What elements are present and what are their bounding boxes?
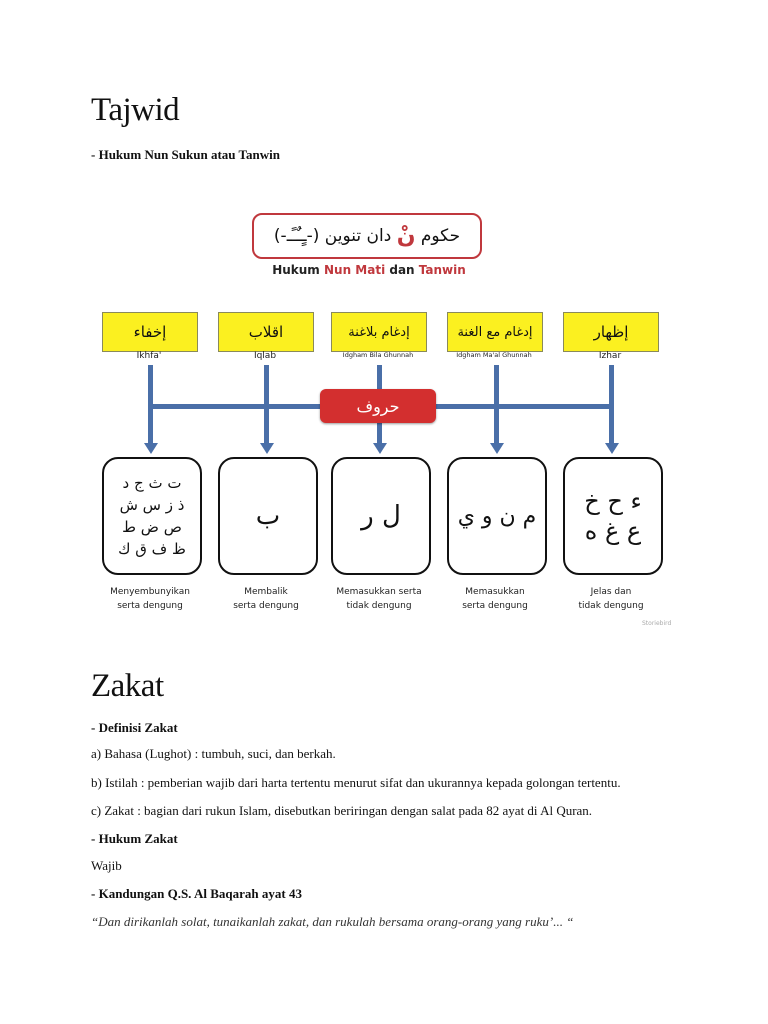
huruf-box: حروف [320,389,436,423]
tajwid-subtitle: - Hukum Nun Sukun atau Tanwin [91,147,280,162]
desc-ikhfa: Menyembunyikan serta dengung [110,587,190,611]
arrow-down-icon [373,443,387,454]
rule-box-ikhfa: إخفاء [102,312,198,352]
letters-box-ikhfa: ت ث ج د ذ ز س ش ص ض ط ظ ف ق ك [102,457,202,575]
letters-box-idgham-maal-ghunnah: م ن و ي [447,457,547,575]
zakat-title: Zakat [91,668,164,704]
hukum-value: Wajib [91,858,122,873]
kandungan-heading: - Kandungan Q.S. Al Baqarah ayat 43 [91,886,302,901]
desc-iqlab: Membalik serta dengung [233,587,299,611]
desc-idgham-maal-ghunnah: Memasukkan serta dengung [462,587,528,611]
arabic-title-prefix: حكوم [420,226,461,246]
diagram-subtitle-tanwin: Tanwin [418,263,466,277]
definisi-heading: - Definisi Zakat [91,720,178,735]
rule-label-ikhfa: Ikhfa' [136,351,162,361]
connector-idgham-bila-bottom [377,423,382,445]
arrow-down-icon [144,443,158,454]
rule-label-izhar: Izhar [598,351,622,361]
letters-box-idgham-bila-ghunnah: ل ر [331,457,431,575]
arrow-down-icon [605,443,619,454]
arrow-down-icon [260,443,274,454]
letters-box-izhar: ء ح خ ع غ ه [563,457,663,575]
rule-label-idgham-maal-ghunnah: Idgham Ma'al Ghunnah [456,351,532,359]
quran-quote: “Dan dirikanlah solat, tunaikanlah zakat, dan rukulah bersama orang-orang yang ruku’... “ [91,914,574,929]
rule-box-idgham-bila-ghunnah: إدغام بلاغنة [331,312,427,352]
connector-idgham-bila-top [377,365,382,389]
definition-c: c) Zakat : bagian dari rukun Islam, disebutkan beriringan dengan salat pada 82 ayat di Al Quran. [91,803,593,818]
arabic-title-suffix: دان تنوين (-ـٍـٌـًـ-) [273,226,392,246]
desc-izhar: Jelas dan tidak dengung [578,587,644,611]
letters-box-iqlab: ب [218,457,318,575]
rule-box-idgham-maal-ghunnah: إدغام مع الغنة [447,312,543,352]
tajwid-diagram [94,205,684,635]
rule-box-izhar: إظهار [563,312,659,352]
diagram-subtitle-prefix: Hukum [272,263,324,277]
rule-label-idgham-bila-ghunnah: Idgham Bila Ghunnah [342,351,414,359]
arrow-down-icon [490,443,504,454]
diagram-subtitle-mid: dan [385,263,419,277]
rule-box-iqlab: اقلاب [218,312,314,352]
arabic-title-nun: نْ [396,223,416,249]
desc-idgham-bila-ghunnah: Memasukkan serta tidak dengung [336,587,422,611]
definition-a: a) Bahasa (Lughot) : tumbuh, suci, dan berkah. [91,746,336,761]
diagram-arabic-title [252,213,482,259]
diagram-subtitle [244,263,494,277]
tajwid-title: Tajwid [91,92,180,128]
hukum-heading: - Hukum Zakat [91,831,178,846]
definition-b: b) Istilah : pemberian wajib dari harta tertentu menurut sifat dan ukurannya kepada golongan tertentu. [91,775,621,790]
diagram-subtitle-nun-mati: Nun Mati [323,263,386,277]
rule-label-iqlab: Iqlab [253,351,277,361]
image-credit: Storiebird [642,620,672,627]
